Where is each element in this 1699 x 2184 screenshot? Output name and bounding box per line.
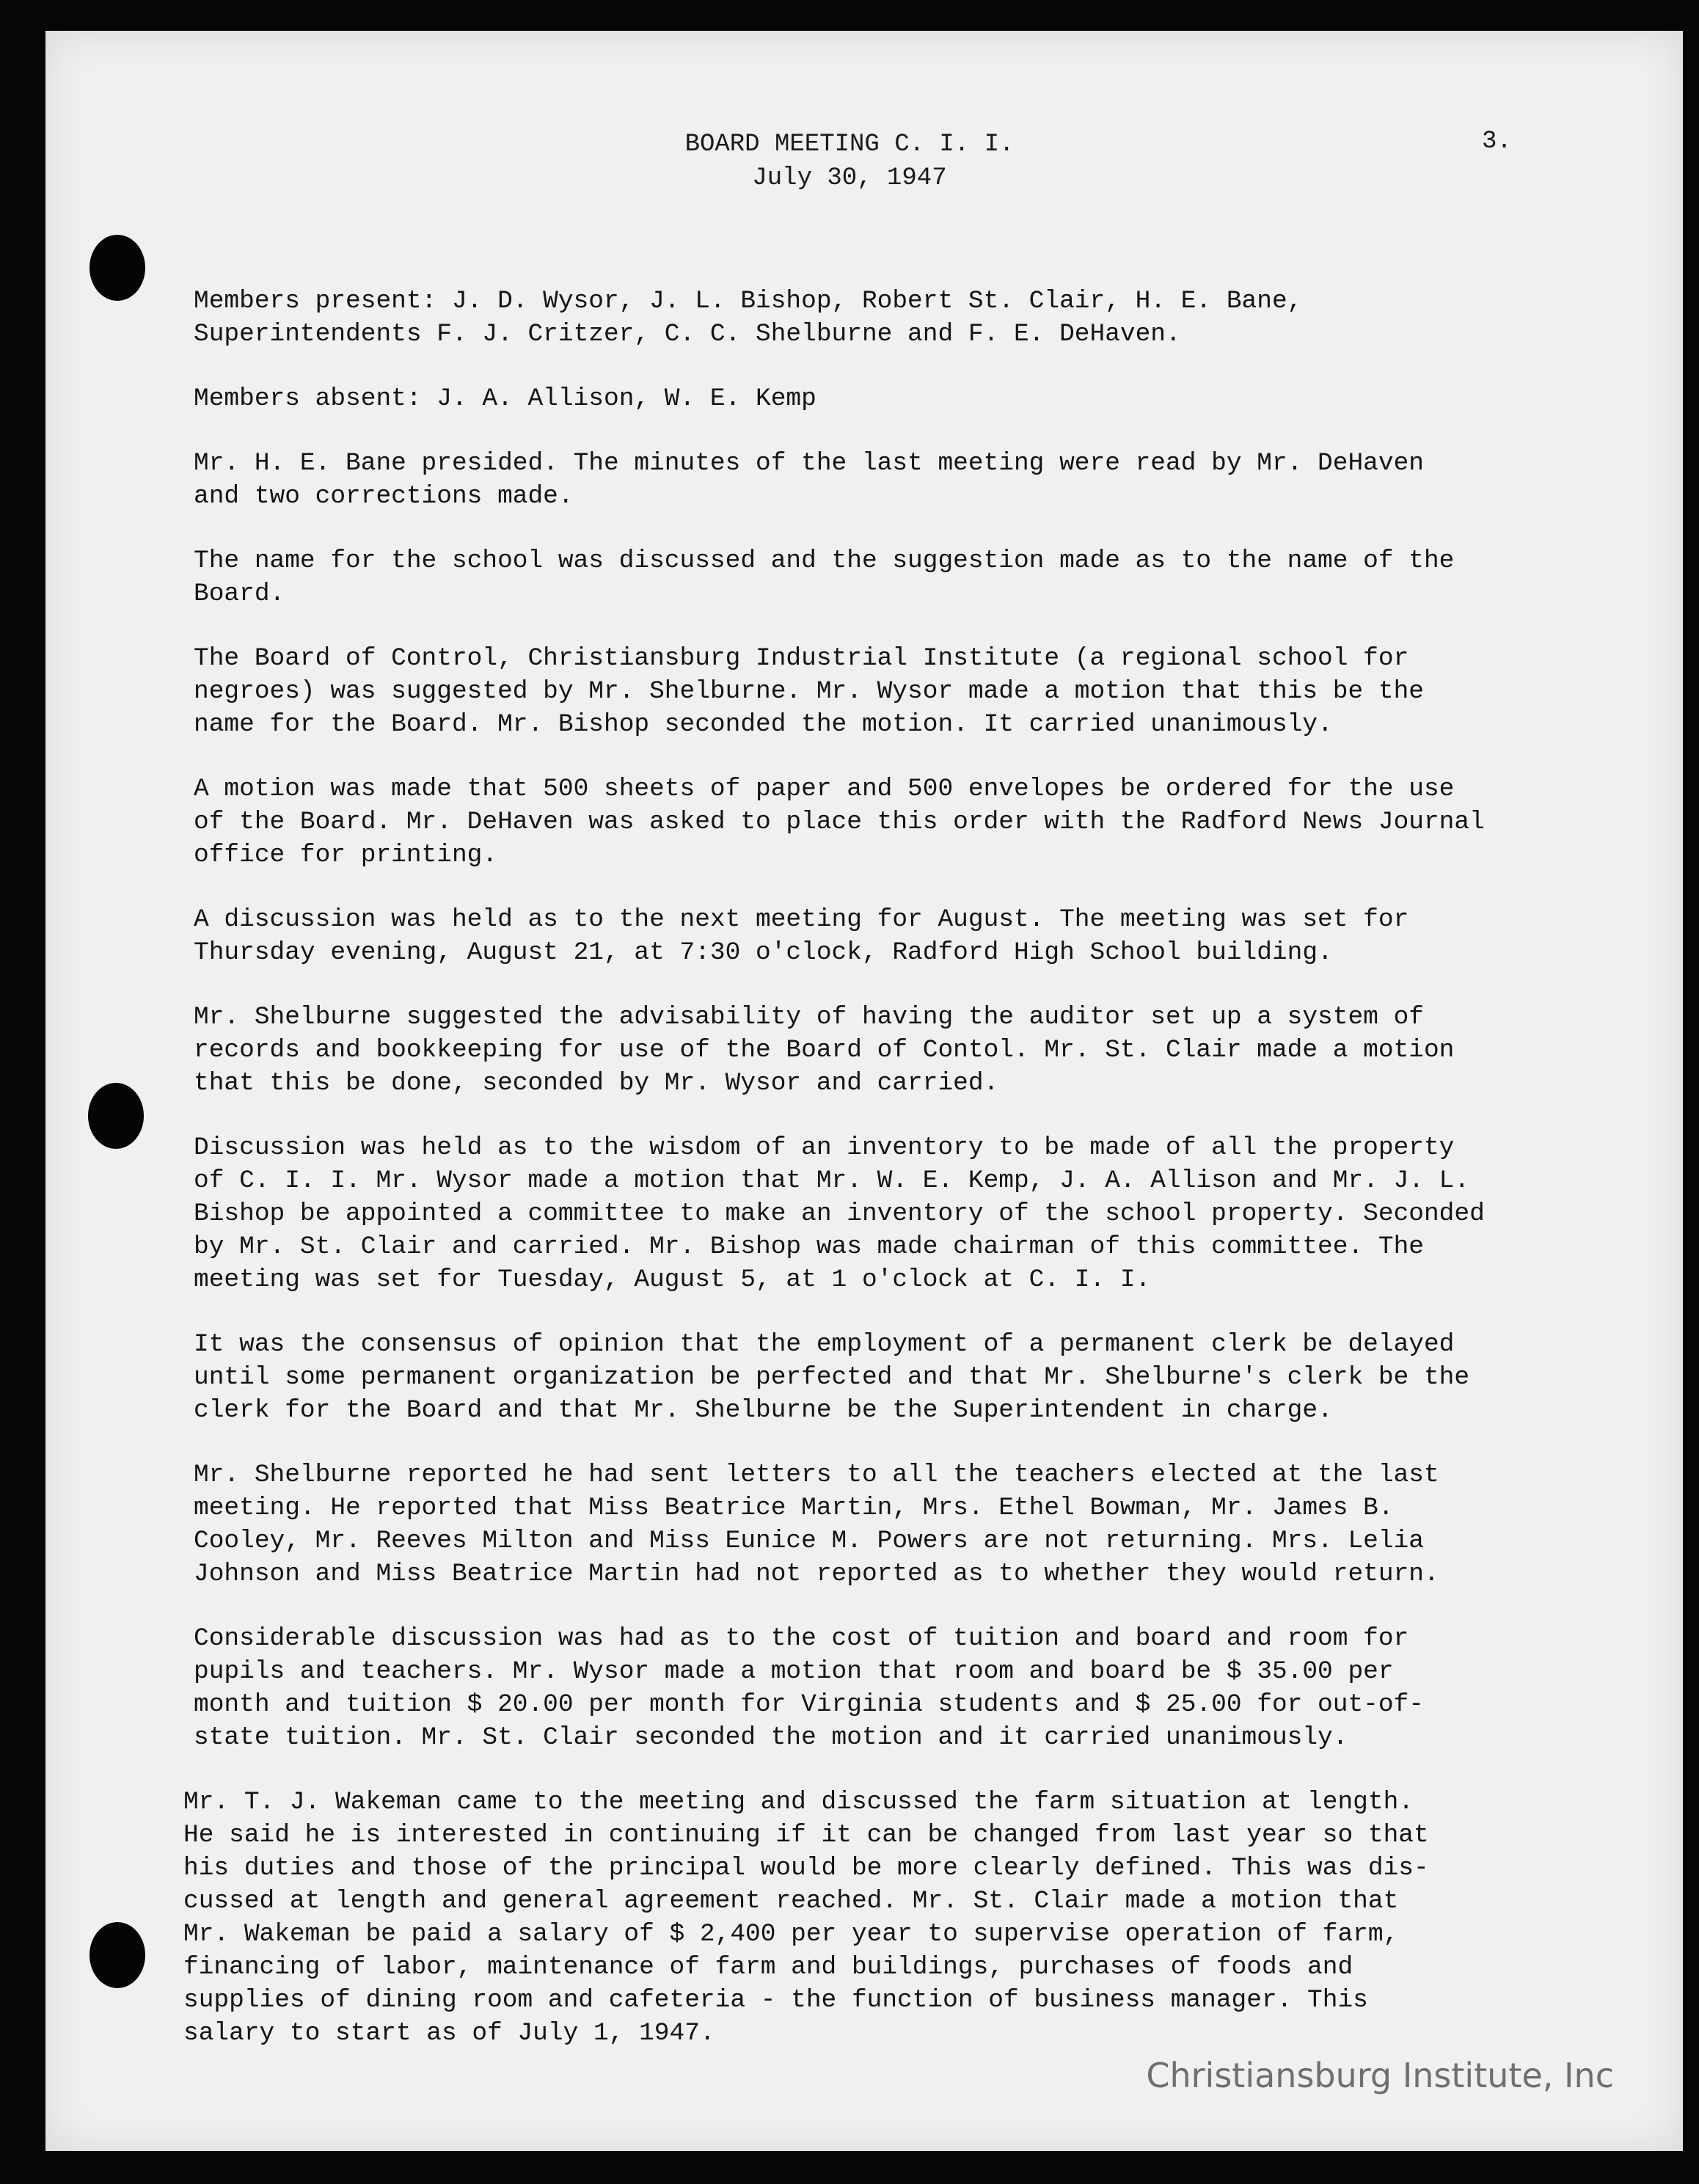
paragraph-next-meeting: A discussion was held as to the next meeting for August. The meeting was set for Thursday evening, August 21, at 7:30 o'clock, Radford High School building. bbox=[194, 905, 1409, 967]
meeting-date: July 30, 1947 bbox=[752, 164, 947, 192]
meeting-title: BOARD MEETING C. I. I. bbox=[684, 131, 1015, 158]
page-number: 3. bbox=[1482, 128, 1512, 156]
paragraph-wakeman: Mr. T. J. Wakeman came to the meeting and discussed the farm situation at length. He said he is interested in continuing if it can be changed from last year so that his duties and those of the principal would be more clearly defined. This was dis- cussed at length and general agreement reached. Mr. St. Clair made a motion that Mr. Wakeman be paid a salary of $ 2,400 per year to supervise operation of farm, financing of labor, maintenance of farm and buildings, purchases of foods and supplies of dining room and cafeteria - the function of business manager. This salary to start as of July 1, 1947. bbox=[183, 1788, 1429, 2048]
minutes-body bbox=[183, 285, 1632, 2081]
punch-hole-top bbox=[89, 235, 145, 301]
paragraph-stationery: A motion was made that 500 sheets of paper and 500 envelopes be ordered for the use of the Board. Mr. DeHaven was asked to place this order with the Radford News Journal office for printing. bbox=[194, 775, 1485, 869]
watermark: Christiansburg Institute, Inc bbox=[1146, 2056, 1614, 2095]
paragraph-teachers: Mr. Shelburne reported he had sent letters to all the teachers elected at the last meeting. He reported that Miss Beatrice Martin, Mrs. Ethel Bowman, Mr. James B. Cooley, Mr. Reeves Milton and Miss Eunice M. Powers are not returning. Mrs. Lelia Johnson and Miss Beatrice Martin had not reported as to whether they would return. bbox=[194, 1461, 1439, 1588]
paragraph-board-name: The Board of Control, Christiansburg Industrial Institute (a regional school for negroes) was suggested by Mr. Shelburne. Mr. Wysor made a motion that this be the name for the Board. Mr. Bishop seconded the motion. It carried unanimously. bbox=[194, 644, 1424, 739]
paragraph-members-absent: Members absent: J. A. Allison, W. E. Kemp bbox=[194, 384, 816, 413]
paragraph-clerk: It was the consensus of opinion that the employment of a permanent clerk be delayed until some permanent organization be perfected and that Mr. Shelburne's clerk be the clerk for the Board and that Mr. Shelburne be the Superintendent in charge. bbox=[194, 1330, 1470, 1425]
paragraph-members-present: Members present: J. D. Wysor, J. L. Bishop, Robert St. Clair, H. E. Bane, Superintendents F. J. Critzer, C. C. Shelburne and F. E. DeHaven. bbox=[194, 287, 1303, 348]
paragraph-presided: Mr. H. E. Bane presided. The minutes of the last meeting were read by Mr. DeHaven and two corrections made. bbox=[194, 449, 1424, 511]
paragraph-bookkeeping: Mr. Shelburne suggested the advisability of having the auditor set up a system of records and bookkeeping for use of the Board of Contol. Mr. St. Clair made a motion that this be done, seconded by Mr. Wysor and carried. bbox=[194, 1003, 1455, 1098]
punch-hole-bottom bbox=[89, 1922, 145, 1988]
paragraph-school-name: The name for the school was discussed and the suggestion made as to the name of the Board. bbox=[194, 547, 1455, 608]
paragraph-tuition: Considerable discussion was had as to the cost of tuition and board and room for pupils and teachers. Mr. Wysor made a motion that room and board be $ 35.00 per month and tuition $ 20.00 per month for Virginia students and $ 25.00 for out-of- state tuition. Mr. St. Clair seconded the motion and it carried unanimously. bbox=[194, 1624, 1424, 1752]
document-header bbox=[0, 128, 1699, 195]
punch-hole-middle bbox=[88, 1083, 144, 1149]
paragraph-inventory: Discussion was held as to the wisdom of an inventory to be made of all the property of C. I. I. Mr. Wysor made a motion that Mr. W. E. Kemp, J. A. Allison and Mr. J. L. Bishop be appointed a committee to make an inventory of the school property. Seconded by Mr. St. Clair and carried. Mr. Bishop was made chairman of this committee. The meeting was set for Tuesday, August 5, at 1 o'clock at C. I. I. bbox=[194, 1133, 1485, 1294]
